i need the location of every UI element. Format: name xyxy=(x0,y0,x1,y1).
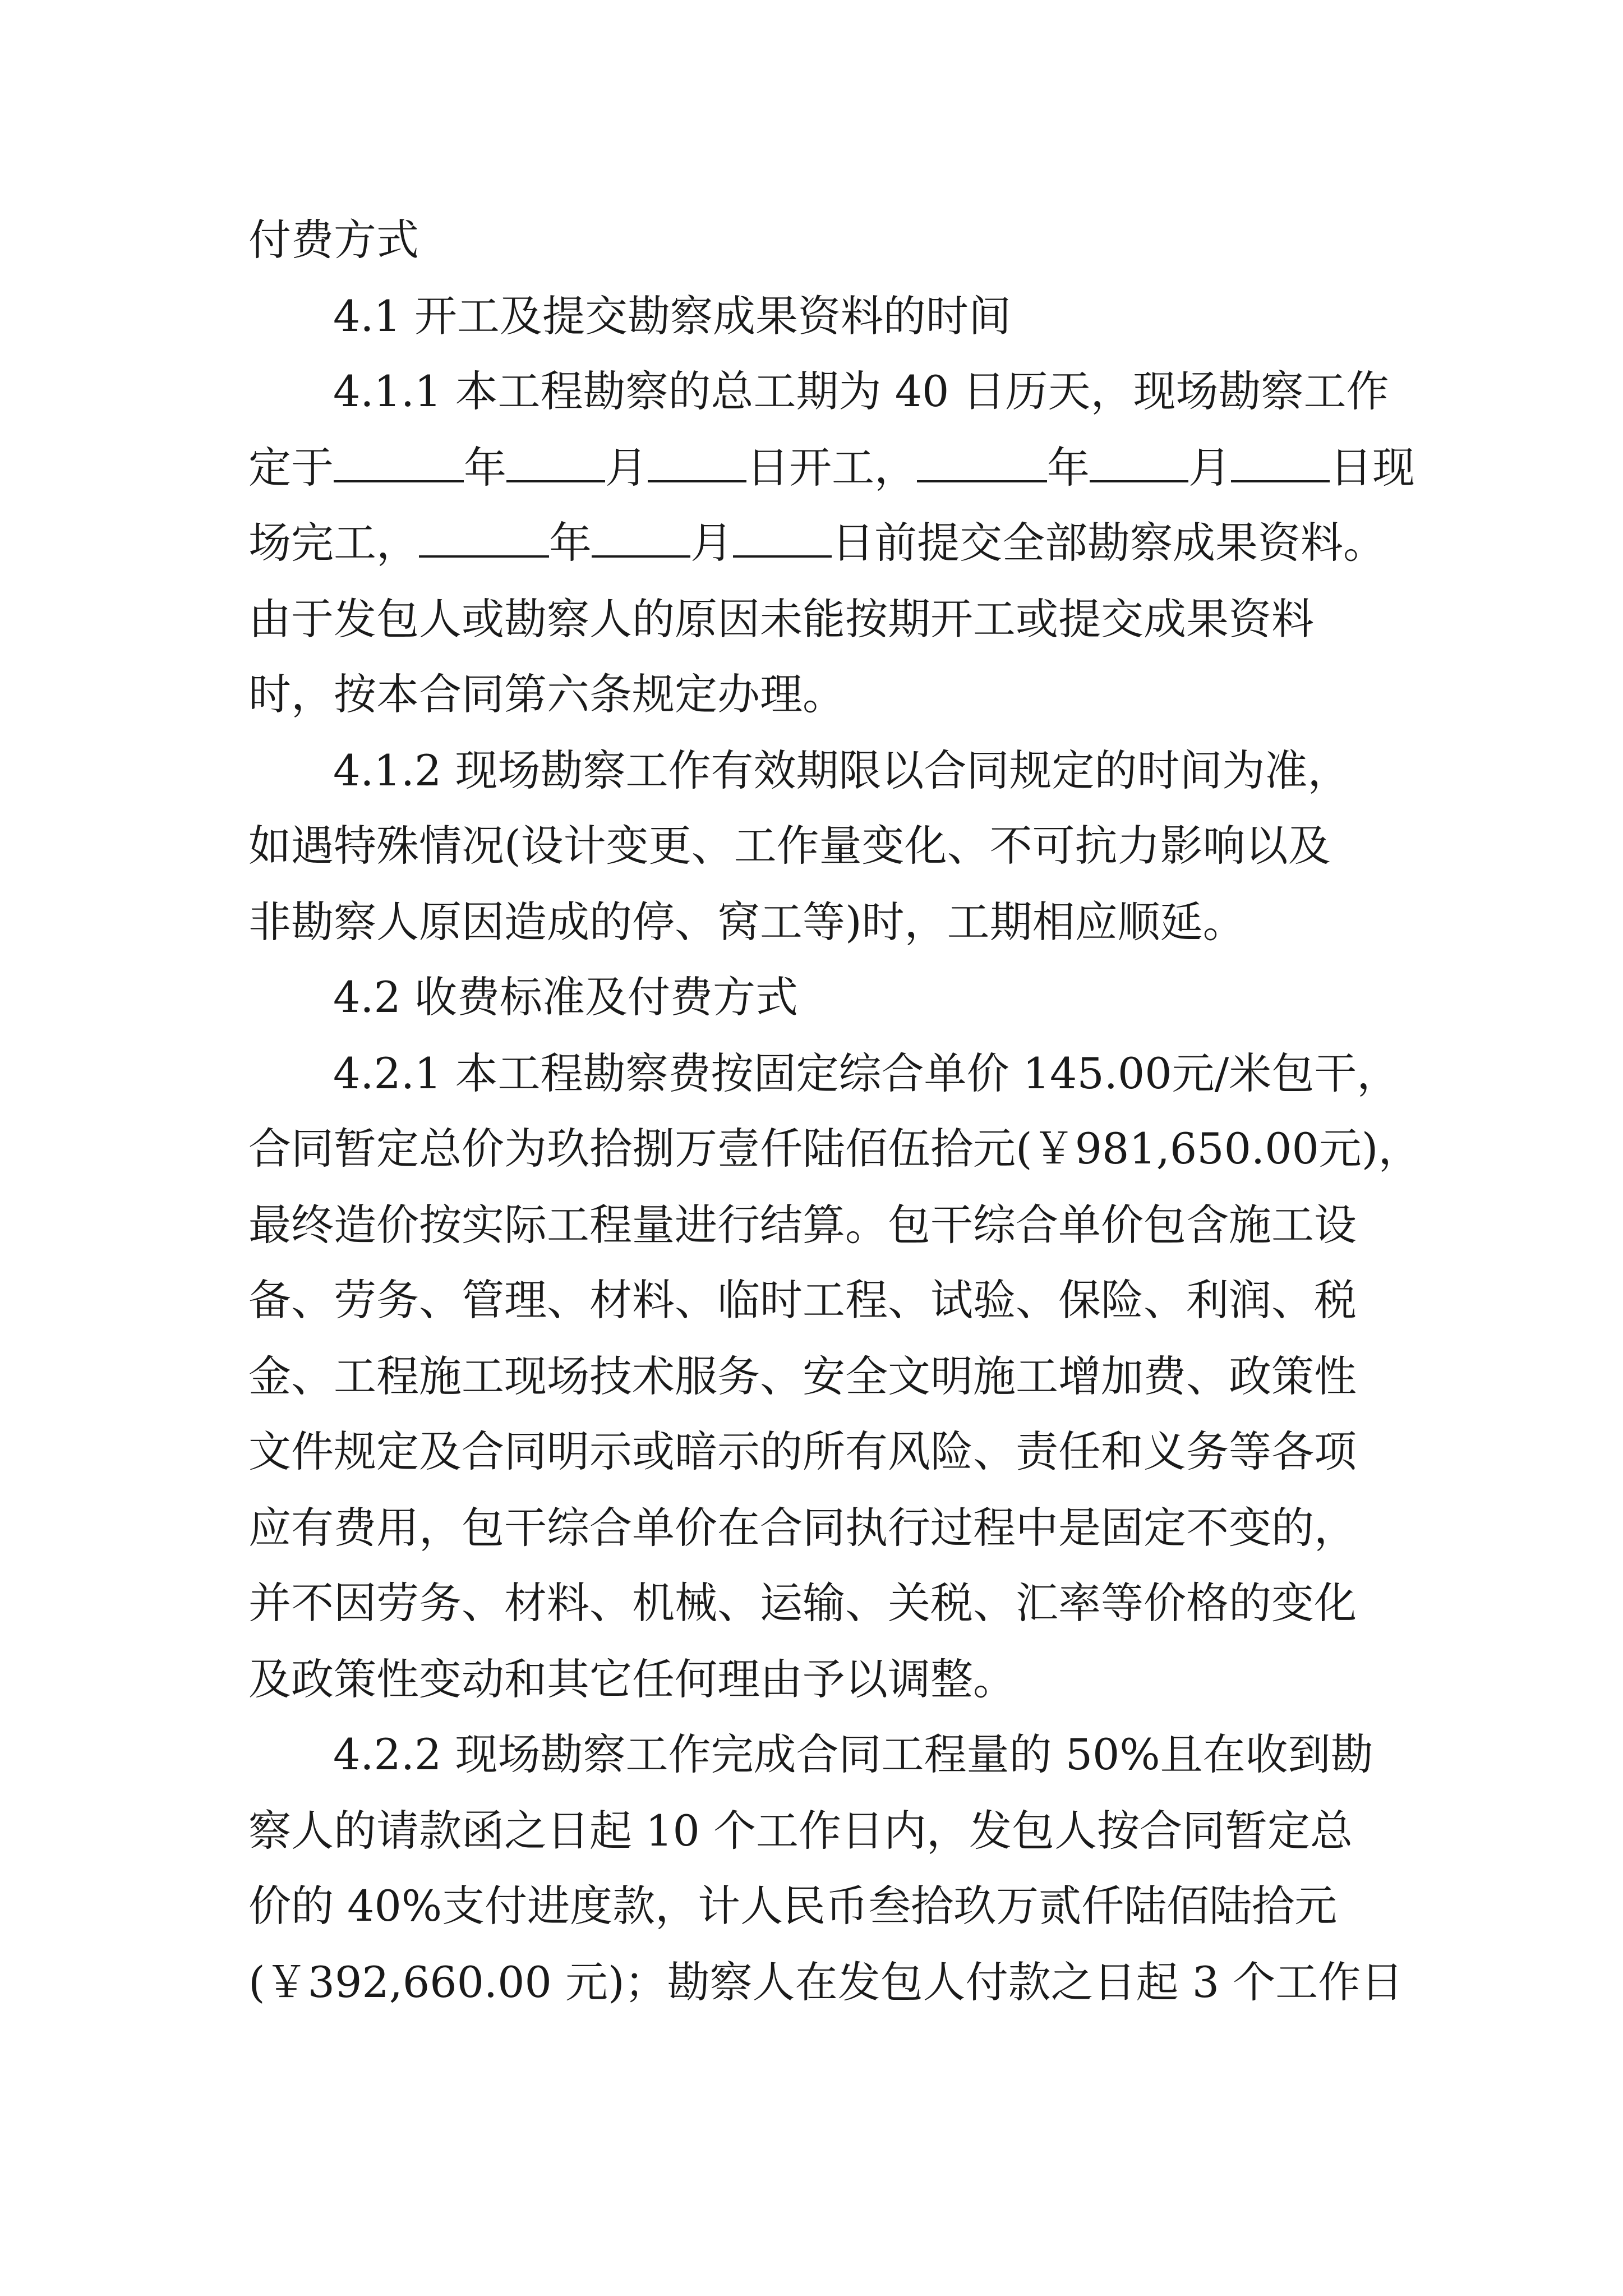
text-fragment: 日开工， xyxy=(746,443,917,493)
clause-4-2-1-line-2: 合同暂定总价为玖拾捌万壹仟陆佰伍拾元(￥981,650.00元)， xyxy=(248,1124,1421,1174)
text-fragment: 年 xyxy=(1047,443,1090,493)
clause-4-2-1-line-8: 并不因劳务、材料、机械、运输、关税、汇率等价格的变化 xyxy=(248,1578,1357,1628)
fill-blank-year xyxy=(917,447,1047,482)
clause-4-2-1-line-9: 及政策性变动和其它任何理由予以调整。 xyxy=(248,1654,1016,1704)
fill-blank-month xyxy=(592,522,690,558)
fill-blank-day xyxy=(1231,447,1330,482)
text-fragment: 场完工， xyxy=(248,518,419,568)
clause-4-2-1-line-6: 文件规定及合同明示或暗示的所有风险、责任和义务等各项 xyxy=(248,1427,1357,1476)
text-fragment: 日现 xyxy=(1330,443,1415,493)
fill-blank-day xyxy=(648,447,746,482)
clause-4-1-1-line-1: 4.1.1 本工程勘察的总工期为 40 日历天，现场勘察工作 xyxy=(333,366,1389,416)
clause-4-1-2-line-3: 非勘察人原因造成的停、窝工等)时，工期相应顺延。 xyxy=(248,897,1246,947)
section-4-2-title: 4.2 收费标准及付费方式 xyxy=(333,972,799,1022)
fill-blank-day xyxy=(733,522,832,558)
text-fragment: 日前提交全部勘察成果资料。 xyxy=(832,518,1386,568)
clause-4-1-2-line-2: 如遇特殊情况(设计变更、工作量变化、不可抗力影响以及 xyxy=(248,821,1331,871)
clause-4-2-2-line-3: 价的 40%支付进度款，计人民币叁拾玖万贰仟陆佰陆拾元 xyxy=(248,1881,1338,1931)
text-fragment: 定于 xyxy=(248,443,334,493)
clause-4-1-1-line-2 xyxy=(248,441,1415,495)
clause-4-2-1-line-5: 金、工程施工现场技术服务、安全文明施工增加费、政策性 xyxy=(248,1351,1357,1401)
clause-4-2-1-line-7: 应有费用，包干综合单价在合同执行过程中是固定不变的， xyxy=(248,1503,1357,1553)
text-fragment: 月 xyxy=(1188,443,1231,493)
clause-4-2-1-line-3: 最终造价按实际工程量进行结算。包干综合单价包含施工设 xyxy=(248,1200,1357,1250)
clause-4-1-1-line-5: 时，按本合同第六条规定办理。 xyxy=(248,669,845,719)
clause-4-1-1-line-4: 由于发包人或勘察人的原因未能按期开工或提交成果资料 xyxy=(248,594,1314,644)
fill-blank-year xyxy=(334,447,464,482)
fill-blank-month xyxy=(506,447,605,482)
clause-4-1-1-line-3 xyxy=(248,516,1386,570)
text-fragment: 年 xyxy=(464,443,506,493)
text-fragment: 年 xyxy=(549,518,592,568)
clause-4-2-1-line-4: 备、劳务、管理、材料、临时工程、试验、保险、利润、税 xyxy=(248,1275,1357,1325)
text-fragment: 月 xyxy=(690,518,733,568)
clause-4-2-1-line-1: 4.2.1 本工程勘察费按固定综合单价 145.00元/米包干， xyxy=(333,1048,1400,1098)
clause-4-2-2-line-2: 察人的请款函之日起 10 个工作日内，发包人按合同暂定总 xyxy=(248,1806,1353,1856)
clause-4-2-2-line-4: (￥392,660.00 元)；勘察人在发包人付款之日起 3 个工作日 xyxy=(248,1957,1404,2007)
heading-fee-method: 付费方式 xyxy=(248,215,419,265)
clause-4-1-2-line-1: 4.1.2 现场勘察工作有效期限以合同规定的时间为准， xyxy=(333,746,1350,795)
clause-4-2-2-line-1: 4.2.2 现场勘察工作完成合同工程量的 50%且在收到勘 xyxy=(333,1729,1373,1779)
section-4-1-title: 4.1 开工及提交勘察成果资料的时间 xyxy=(333,291,1012,341)
text-fragment: 月 xyxy=(605,443,648,493)
fill-blank-year xyxy=(419,522,549,558)
fill-blank-month xyxy=(1090,447,1188,482)
